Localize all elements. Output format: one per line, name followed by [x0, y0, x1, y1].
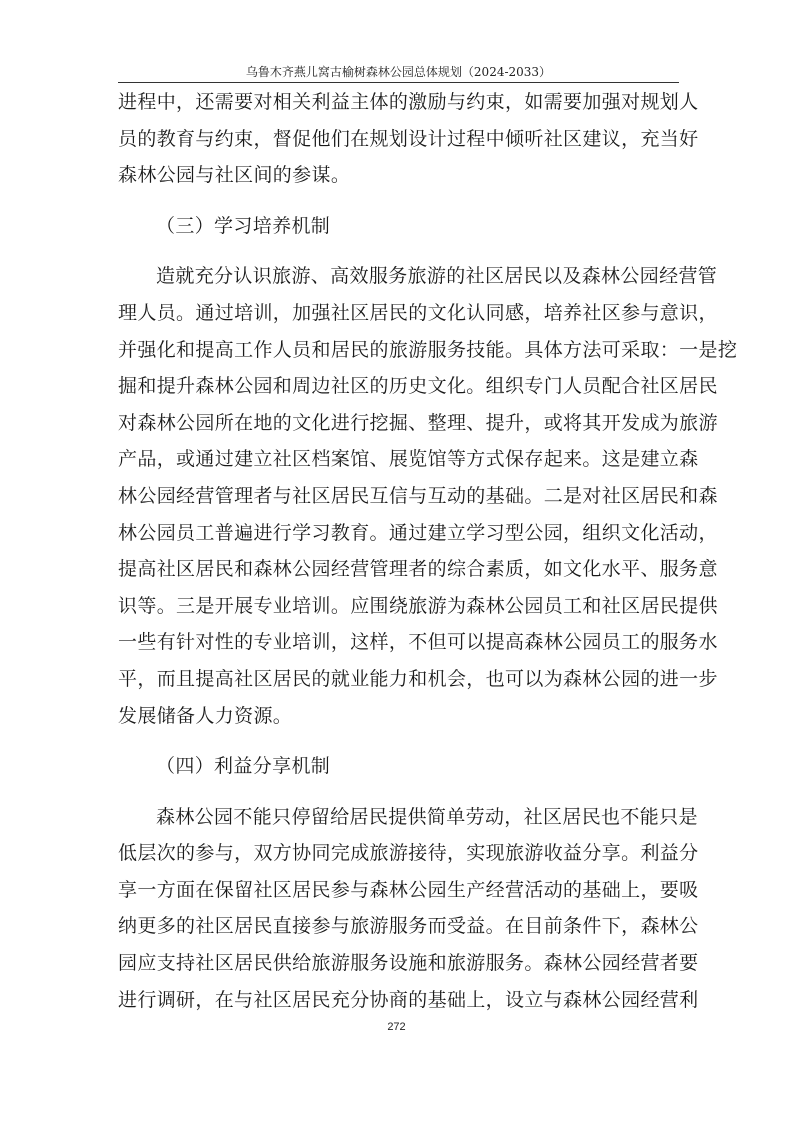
- text-line: 一些有针对性的专业培训，这样，不但可以提高森林公园员工的服务水: [118, 631, 718, 654]
- page-number: 272: [387, 1021, 406, 1033]
- text-line: 园应支持社区居民供给旅游服务设施和旅游服务。森林公园经营者要: [118, 952, 699, 975]
- text-line: 造就充分认识旅游、高效服务旅游的社区居民以及森林公园经营管: [156, 265, 718, 288]
- text-line: 对森林公园所在地的文化进行挖掘、整理、提升，或将其开发成为旅游: [118, 411, 718, 434]
- text-line: 纳更多的社区居民直接参与旅游服务而受益。在目前条件下，森林公: [118, 915, 699, 938]
- text-line: 林公园经营管理者与社区居民互信与互动的基础。二是对社区居民和森: [118, 484, 718, 507]
- section-heading-3: （三）学习培养机制: [156, 214, 331, 237]
- text-line: 享一方面在保留社区居民参与森林公园生产经营活动的基础上，要吸: [118, 878, 699, 901]
- text-line: 进程中，还需要对相关利益主体的激励与约束，如需要加强对规划人: [118, 91, 699, 113]
- text-line: 森林公园与社区间的参谋。: [118, 164, 351, 187]
- text-line: 理人员。通过培训，加强社区居民的文化认同感，培养社区参与意识，: [118, 301, 718, 324]
- text-line: 低层次的参与，双方协同完成旅游接待，实现旅游收益分享。利益分: [118, 842, 699, 865]
- running-header: 乌鲁木齐燕儿窝古榆树森林公园总体规划（2024-2033）: [245, 65, 552, 79]
- document-body: [118, 84, 738, 1018]
- text-line: 识等。三是开展专业培训。应围绕旅游为森林公园员工和社区居民提供: [118, 594, 718, 617]
- text-line: 员的教育与约束，督促他们在规划设计过程中倾听社区建议，充当好: [118, 127, 699, 150]
- header-rule: [118, 82, 679, 83]
- text-line: 并强化和提高工作人员和居民的旅游服务技能。具体方法可采取：一是挖: [118, 338, 738, 361]
- text-line: 掘和提升森林公园和周边社区的历史文化。组织专门人员配合社区居民: [118, 375, 718, 398]
- section-heading-4: （四）利益分享机制: [156, 755, 331, 778]
- paragraph-continued: [118, 84, 699, 194]
- text-line: 发展储备人力资源。: [118, 704, 293, 727]
- text-line: 平，而且提高社区居民的就业能力和机会，也可以为森林公园的进一步: [118, 667, 718, 690]
- text-line: 提高社区居民和森林公园经营管理者的综合素质，如文化水平、服务意: [118, 558, 718, 581]
- text-line: 林公园员工普遍进行学习教育。通过建立学习型公园，组织文化活动，: [118, 521, 718, 544]
- text-line: 森林公园不能只停留给居民提供简单劳动，社区居民也不能只是: [156, 805, 698, 828]
- text-line: 产品，或通过建立社区档案馆、展览馆等方式保存起来。这是建立森: [118, 448, 699, 471]
- text-line: 进行调研，在与社区居民充分协商的基础上，设立与森林公园经营利: [118, 988, 699, 1011]
- section-4-paragraph: [118, 799, 699, 1019]
- section-3-paragraph: [118, 258, 738, 734]
